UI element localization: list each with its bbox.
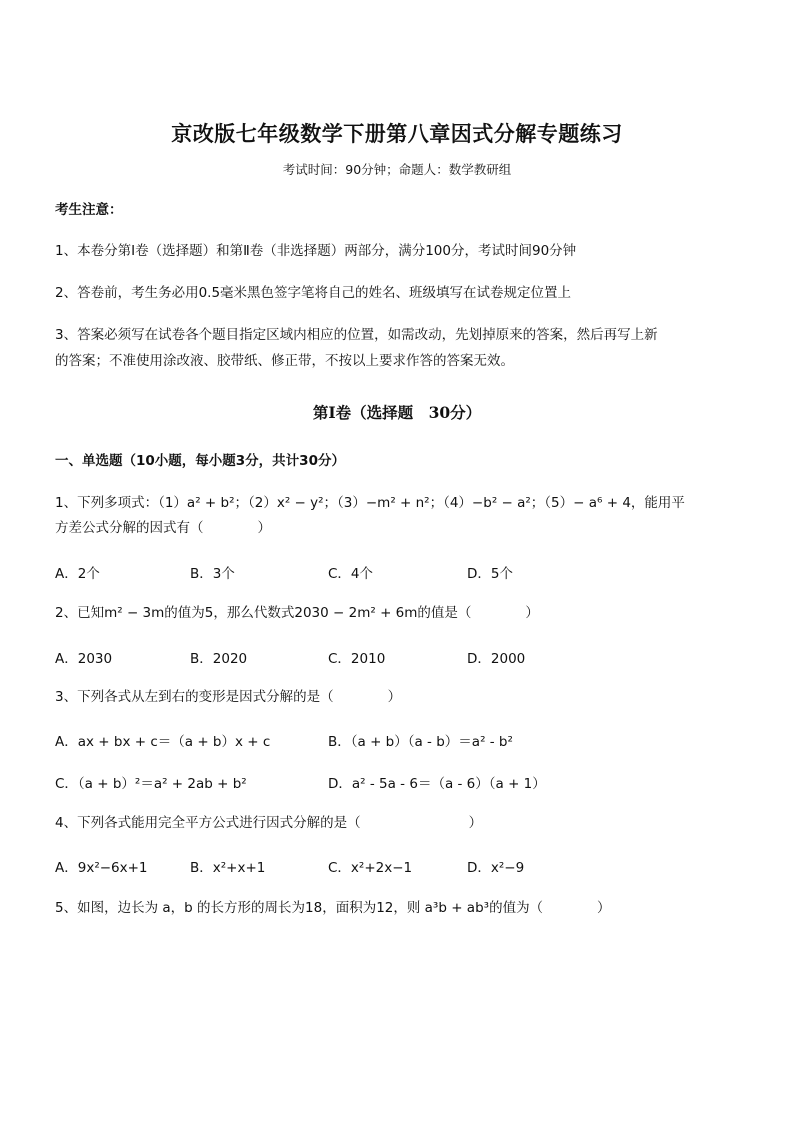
question-2-option-c[interactable]: C．2010 [328, 651, 386, 667]
notice-2: 2、答卷前，考生务必用0.5毫米黑色签字笔将自己的姓名、班级填写在试卷规定位置上 [55, 285, 572, 301]
question-4-option-b[interactable]: B．x²+x+1 [190, 860, 266, 876]
question-3-option-d[interactable]: D．a² - 5a - 6＝（a - 6）（a + 1） [328, 776, 546, 792]
question-1-option-c[interactable]: C．4个 [328, 566, 374, 582]
question-2-option-b[interactable]: B．2020 [190, 651, 248, 667]
question-5-stem: 5、如图，边长为 a，b 的长方形的周长为18，面积为12，则 a³b + ab³的值为（ ） [55, 900, 611, 916]
question-4-stem: 4、下列各式能用完全平方公式进行因式分解的是（ ） [55, 815, 483, 831]
question-1-option-d[interactable]: D．5个 [467, 566, 513, 582]
question-3-stem: 3、下列各式从左到右的变形是因式分解的是（ ） [55, 689, 402, 705]
question-2-stem: 2、已知m² − 3m的值为5，那么代数式2030 − 2m² + 6m的值是（ ） [55, 605, 539, 621]
exam-info: 考试时间：90分钟；命题人：数学教研组 [282, 162, 512, 177]
question-1-option-b[interactable]: B．3个 [190, 566, 235, 582]
question-4-option-c[interactable]: C．x²+2x−1 [328, 860, 413, 876]
question-2-option-a[interactable]: A．2030 [55, 651, 113, 667]
question-4-option-d[interactable]: D．x²−9 [467, 860, 525, 876]
notice-heading: 考生注意： [55, 202, 123, 218]
page-title: 京改版七年级数学下册第八章因式分解专题练习 [171, 121, 623, 146]
question-1-option-a[interactable]: A．2个 [55, 566, 100, 582]
part-heading: 一、单选题（10小题，每小题3分，共计30分） [55, 453, 345, 469]
question-1-stem: 1、下列多项式：（1）a² + b²；（2）x² − y²；（3）−m² + n²；（4）−b² − a²；（5）− a⁶ + 4，能用平 [55, 495, 685, 511]
section-title: 第Ⅰ卷（选择题 30分） [312, 403, 482, 422]
question-3-option-c[interactable]: C．（a + b）²＝a² + 2ab + b² [55, 776, 247, 792]
question-4-option-a[interactable]: A．9x²−6x+1 [55, 860, 148, 876]
question-1-stem-cont: 方差公式分解的因式有（ ） [55, 520, 271, 536]
notice-3: 3、答案必须写在试卷各个题目指定区域内相应的位置，如需改动，先划掉原来的答案，然后再写上新 [55, 327, 658, 343]
notice-3-cont: 的答案；不准使用涂改液、胶带纸、修正带，不按以上要求作答的答案无效。 [55, 353, 514, 369]
notice-1: 1、本卷分第Ⅰ卷（选择题）和第Ⅱ卷（非选择题）两部分，满分100分，考试时间90分钟 [55, 243, 577, 259]
question-3-option-b[interactable]: B．（a + b）（a - b）＝a² - b² [328, 734, 513, 750]
question-3-option-a[interactable]: A．ax + bx + c＝（a + b）x + c [55, 734, 271, 750]
question-2-option-d[interactable]: D．2000 [467, 651, 526, 667]
